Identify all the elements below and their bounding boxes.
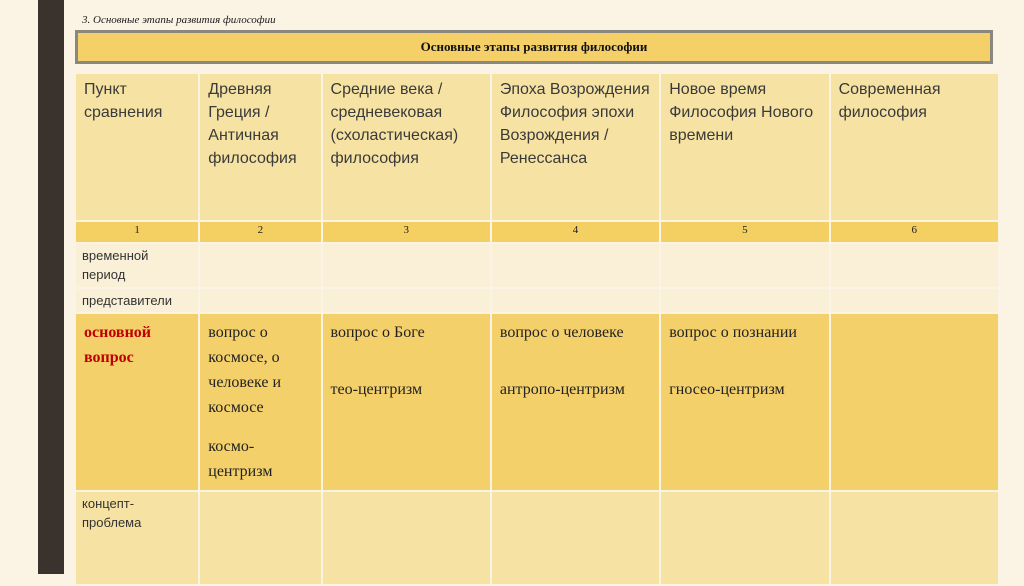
- table-header-cell: Пункт сравнения: [75, 73, 199, 221]
- question-text: вопрос о космосе, о человеке и космосе: [208, 324, 281, 416]
- table-cell: [660, 313, 829, 491]
- centrism-label: гносео-центризм: [669, 381, 785, 398]
- column-number: 3: [322, 221, 491, 243]
- table-cell: [830, 491, 999, 585]
- table-cell: [322, 288, 491, 313]
- table-cell: [660, 491, 829, 585]
- column-number: 2: [199, 221, 321, 243]
- table-row: [75, 243, 999, 288]
- title-box: [75, 30, 993, 64]
- table-cell: [830, 243, 999, 288]
- table-cell: [199, 491, 321, 585]
- centrism-label: космо-центризм: [208, 438, 273, 480]
- row-label-concept: концепт-проблема: [75, 491, 199, 585]
- question-text: вопрос о человеке: [499, 324, 624, 341]
- column-number: 4: [491, 221, 660, 243]
- table-cell: [491, 491, 660, 585]
- side-decoration-bar: [38, 0, 64, 574]
- table-cell: [830, 313, 999, 491]
- centrism-label: тео-центризм: [330, 381, 423, 398]
- table-cell: [199, 288, 321, 313]
- table-header-cell: Эпоха Возрождения Философия эпохи Возрождения / Ренессанса: [491, 73, 660, 221]
- table-row: [75, 313, 999, 491]
- slide-title: Основные этапы развития философии: [420, 39, 648, 54]
- slide-subtitle: 3. Основные этапы развития философии: [82, 14, 276, 26]
- table-cell: [199, 313, 321, 491]
- table-cell: [491, 243, 660, 288]
- table-cell: [491, 288, 660, 313]
- table-cell: [322, 243, 491, 288]
- table-number-row: [75, 221, 999, 243]
- table-cell: [199, 243, 321, 288]
- row-label-question: основной вопрос: [84, 324, 151, 366]
- table-cell: [322, 491, 491, 585]
- table-cell: [830, 288, 999, 313]
- comparison-table: [74, 72, 1000, 586]
- row-label-question-cell: [75, 313, 199, 491]
- centrism-label: антропо-центризм: [499, 381, 625, 398]
- row-label-period: временной период: [75, 243, 199, 288]
- table-cell: [660, 288, 829, 313]
- row-label-representatives: представители: [75, 288, 199, 313]
- table-cell: [491, 313, 660, 491]
- table-row: [75, 491, 999, 585]
- column-number: 1: [75, 221, 199, 243]
- question-text: вопрос о познании: [669, 324, 797, 341]
- column-number: 5: [660, 221, 829, 243]
- table-header-cell: Древняя Греция / Античная философия: [199, 73, 321, 221]
- table-header-cell: Современная философия: [830, 73, 999, 221]
- table-cell: [660, 243, 829, 288]
- table-row: [75, 288, 999, 313]
- table-header-cell: Новое время Философия Нового времени: [660, 73, 829, 221]
- table-cell: [322, 313, 491, 491]
- column-number: 6: [830, 221, 999, 243]
- table-header-cell: Средние века / средневековая (схоластическая) философия: [322, 73, 491, 221]
- table-header-row: [75, 73, 999, 221]
- question-text: вопрос о Боге: [330, 324, 425, 341]
